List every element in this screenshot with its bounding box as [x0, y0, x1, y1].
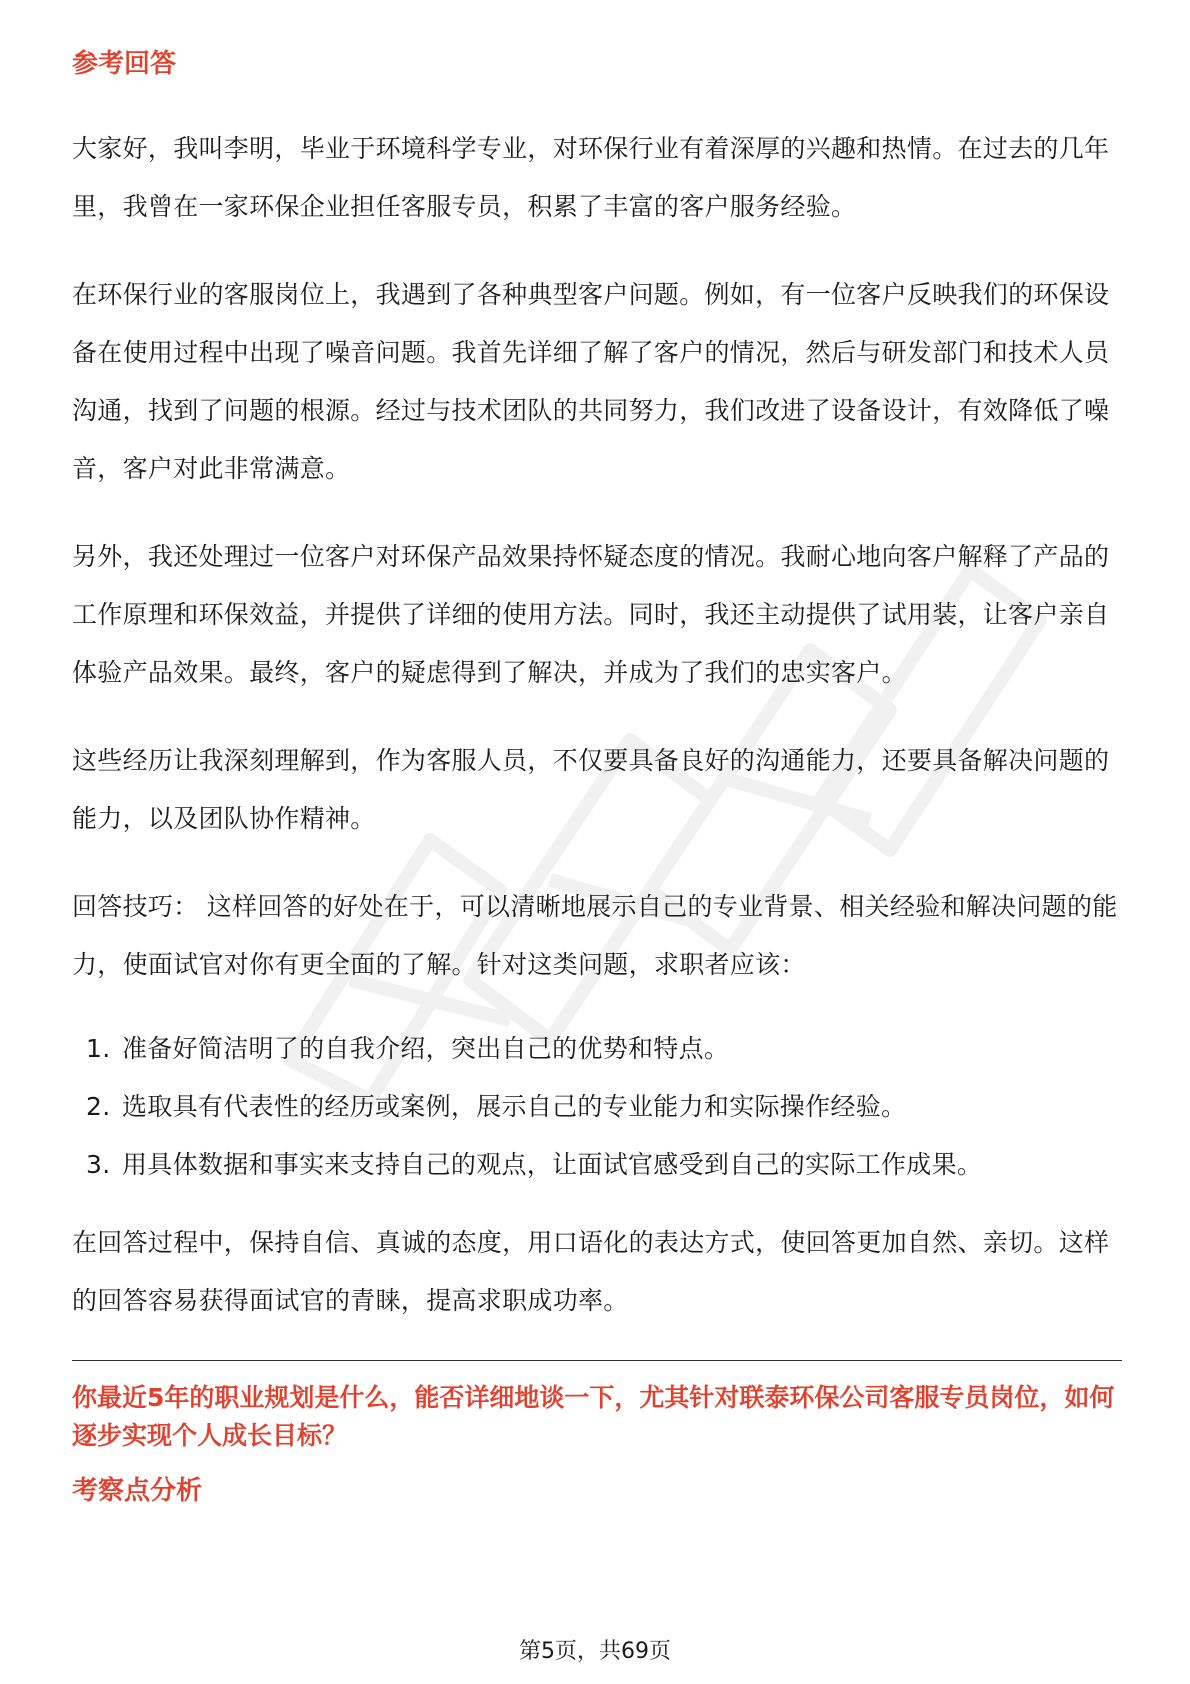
list-item-number: 3.: [86, 1150, 111, 1180]
answer-paragraph: 在环保行业的客服岗位上，我遇到了各种典型客户问题。例如，有一位客户反映我们的环保设备在使用过程中出现了噪音问题。我首先详细了解了客户的情况，然后与研发部门和技术人员沟通，找到了问题的根源。经过与技术团队的共同努力，我们改进了设备设计，有效降低了噪音，客户对此非常满意。: [72, 280, 1110, 484]
list-item-number: 2.: [86, 1092, 111, 1122]
answer-tips: 回答技巧： 这样回答的好处在于，可以清晰地展示自己的专业背景、相关经验和解决问题的能力，使面试官对你有更全面的了解。针对这类问题，求职者应该：: [72, 892, 1118, 980]
list-item-text: 准备好简洁明了的自我介绍，突出自己的优势和特点。: [122, 1034, 730, 1064]
section-title-analysis: 考察点分析: [72, 1476, 203, 1507]
tips-list: [72, 1020, 1122, 1194]
list-item: [72, 1136, 1122, 1194]
list-item: [72, 1078, 1122, 1136]
answer-paragraph: 另外，我还处理过一位客户对环保产品效果持怀疑态度的情况。我耐心地向客户解释了产品的工作原理和环保效益，并提供了详细的使用方法。同时，我还主动提供了试用装，让客户亲自体验产品效果。最终，客户的疑虑得到了解决，并成为了我们的忠实客户。: [72, 542, 1110, 688]
list-item: [72, 1020, 1122, 1078]
list-item-text: 用具体数据和事实来支持自己的观点，让面试官感受到自己的实际工作成果。: [122, 1150, 983, 1180]
closing-paragraph: 在回答过程中，保持自信、真诚的态度，用口语化的表达方式，使回答更加自然、亲切。这样的回答容易获得面试官的青睐，提高求职成功率。: [72, 1228, 1110, 1316]
page-number: 第5页，共69页: [519, 1639, 671, 1664]
list-item-number: 1.: [86, 1034, 111, 1064]
answer-paragraph: 大家好，我叫李明，毕业于环境科学专业，对环保行业有着深厚的兴趣和热情。在过去的几年里，我曾在一家环保企业担任客服专员，积累了丰富的客户服务经验。: [72, 134, 1110, 222]
main-content: [72, 46, 1122, 1510]
section-divider: [72, 1360, 1122, 1361]
list-item-text: 选取具有代表性的经历或案例，展示自己的专业能力和实际操作经验。: [122, 1092, 907, 1122]
next-question: 你最近5年的职业规划是什么，能否详细地谈一下，尤其针对联泰环保公司客服专员岗位，如何逐步实现个人成长目标？: [72, 1383, 1115, 1451]
answer-paragraph: 这些经历让我深刻理解到，作为客服人员，不仅要具备良好的沟通能力，还要具备解决问题的能力，以及团队协作精神。: [72, 746, 1110, 834]
section-title-reference-answer: 参考回答: [72, 49, 177, 79]
page-footer: [0, 1634, 1190, 1665]
